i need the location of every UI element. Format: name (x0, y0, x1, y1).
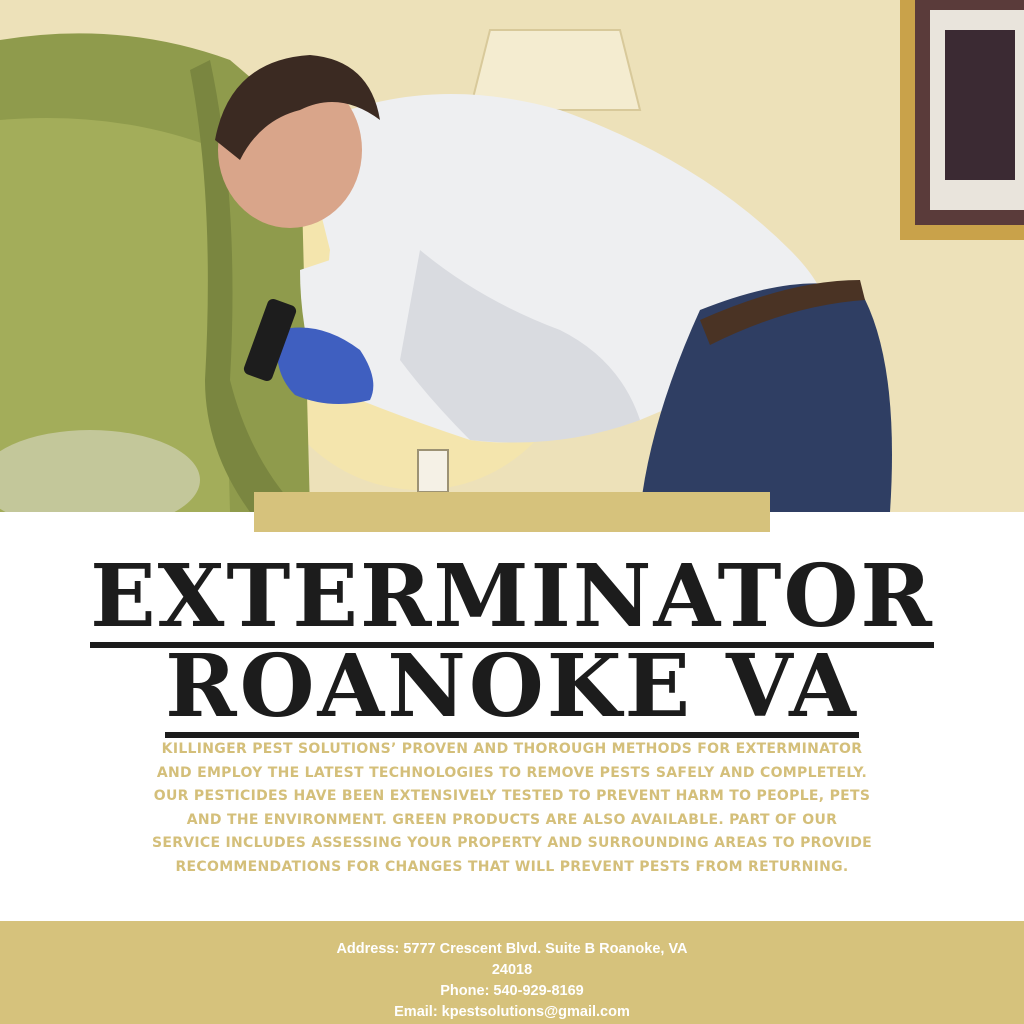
page-title-line-2 (0, 636, 1024, 738)
address-line-2: 24018 (491, 962, 533, 978)
contact-footer (0, 921, 1024, 1024)
description-paragraph: KILLINGER PEST SOLUTIONS’ PROVEN AND THOROUGH METHODS FOR EXTERMINATOR AND EMPLOY THE LATEST TECHNOLOGIES TO REMOVE PESTS SAFELY AND COMPLETELY. OUR PESTICIDES HAVE BEEN EXTENSIVELY TESTED TO PREVENT HARM TO PEOPLE, PETS AND THE ENVIRONMENT. GREEN PRODUCTS ARE ALSO AVAILABLE. PART OF OUR SERVICE INCLUDES ASSESSING YOUR PROPERTY AND SURROUNDING AREAS TO PROVIDE RECOMMENDATIONS FOR CHANGES THAT WILL PREVENT PESTS FROM RETURNING. (151, 741, 873, 875)
address-line-1: Address: 5777 Crescent Blvd. Suite B Roanoke, VA (336, 941, 688, 957)
title-line-1-text: EXTERMINATOR (90, 546, 934, 647)
phone-line: Phone: 540-929-8169 (440, 983, 584, 999)
accent-bar (254, 492, 770, 532)
page-title-line-1 (0, 546, 1024, 648)
email-line: Email: kpestsolutions@gmail.com (394, 1004, 630, 1020)
title-line-2-text: ROANOKE VA (165, 636, 859, 737)
